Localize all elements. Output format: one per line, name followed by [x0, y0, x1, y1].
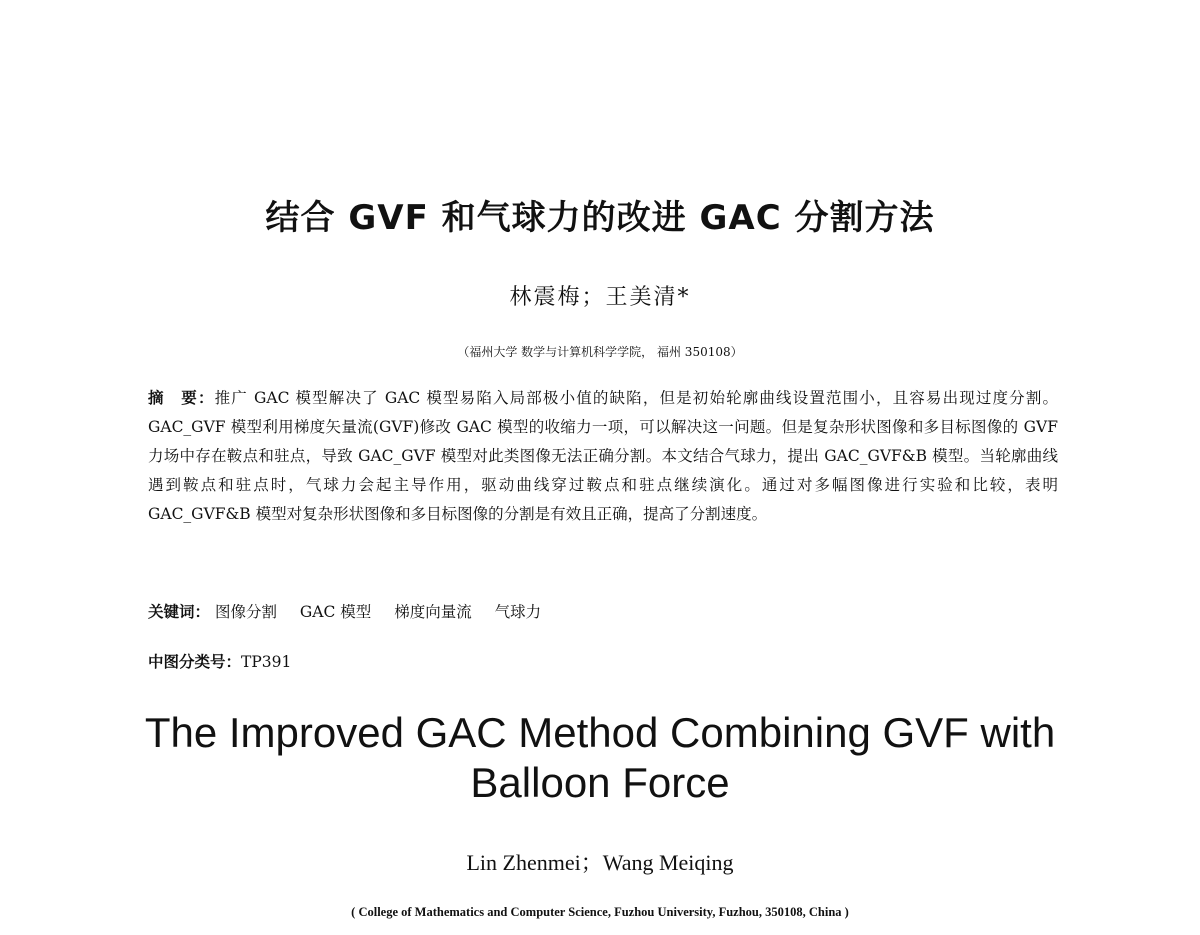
- english-affiliation: ( College of Mathematics and Computer Science, Fuzhou University, Fuzhou, 350108, China ): [351, 905, 849, 919]
- chinese-keywords: [148, 600, 559, 622]
- chinese-title: 结合 GVF 和气球力的改进 GAC 分割方法: [265, 198, 935, 238]
- english-title-line-1: The Improved GAC Method Combining GVF with: [144, 709, 1056, 756]
- keyword-item: 气球力: [494, 603, 542, 621]
- chinese-affiliation: （福州大学 数学与计算机科学学院， 福州 350108）: [457, 345, 743, 359]
- chinese-abstract: [148, 383, 1058, 529]
- keyword-item: 梯度向量流: [394, 603, 472, 621]
- abstract-text: 推广 GAC 模型解决了 GAC 模型易陷入局部极小值的缺陷，但是初始轮廓曲线设置范围小，且容易出现过度分割。GAC_GVF 模型利用梯度矢量流(GVF)修改 GAC 模型的收缩力一项，可以解决这一问题。但是复杂形状图像和多目标图像的 GVF 力场中存在鞍点和驻点，导致 GAC_GVF 模型对此类图像无法正确分割。本文结合气球力，提出 GAC_GVF&B 模型。当轮廓曲线遇到鞍点和驻点时，气球力会起主导作用，驱动曲线穿过鞍点和驻点继续演化。通过对多幅图像进行实验和比较，表明 GAC_GVF&B 模型对复杂形状图像和多目标图像的分割是有效且正确，提高了分割速度。: [148, 389, 1058, 523]
- clc-value: TP391: [241, 653, 292, 671]
- abstract-label: 摘 要：: [148, 388, 215, 407]
- english-title-line-2: Balloon Force: [470, 759, 730, 806]
- clc-label: 中图分类号：: [148, 652, 242, 671]
- keyword-item: 图像分割: [214, 603, 277, 621]
- english-authors: Lin Zhenmei；Wang Meiqing: [466, 850, 734, 875]
- classification-number: [148, 650, 291, 672]
- keywords-label: 关键词：: [148, 602, 211, 621]
- keyword-item: GAC 模型: [299, 603, 372, 621]
- english-title: [0, 708, 1200, 808]
- chinese-authors: 林震梅；王美清*: [509, 285, 691, 310]
